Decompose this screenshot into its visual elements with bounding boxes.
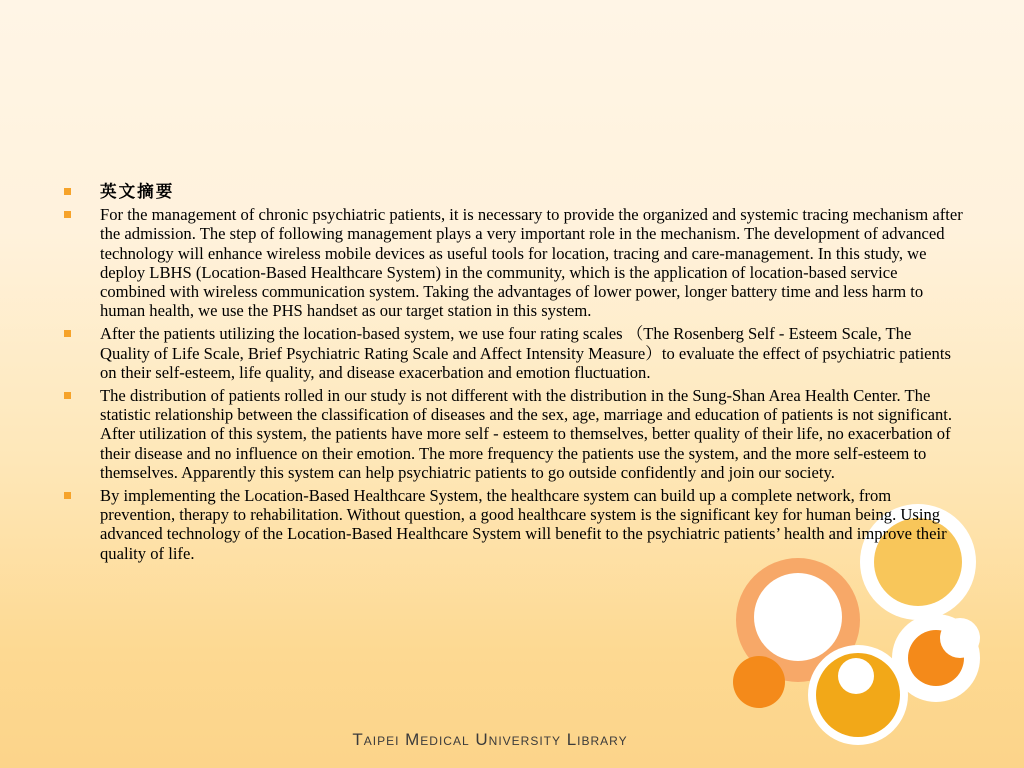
bullet-paragraph [64, 324, 964, 382]
circle-bottom-white-inner [838, 658, 874, 694]
bullet-heading [64, 182, 964, 201]
footer-text: Taipei Medical University Library [352, 730, 628, 749]
footer-library-name [0, 730, 1024, 750]
bullet-paragraph [64, 386, 964, 482]
heading-text: 英文摘要 [100, 181, 175, 201]
bullet-paragraph [64, 486, 964, 563]
paragraph-text: By implementing the Location-Based Healthcare System, the healthcare system can build up a complete network, from prevention, therapy to rehabilitation. Without question, a good healthcare system is the significant key for human being. Using advanced technology of the Location-Based Healthcare System will benefit to the psychiatric patients’ health and improve their quality of life. [100, 486, 947, 563]
paragraph-text: After the patients utilizing the location-based system, we use four rating scales （The Rosenberg Self - Esteem Scale, The Quality of Life Scale, Brief Psychiatric Rating Scale and Affect Intensity Measure）to evaluate the effect of psychiatric patients on their self-esteem, life quality, and disease exacerbation and emotion fluctuation. [100, 324, 951, 382]
bullet-square-icon [64, 330, 71, 337]
circle-orange-small [733, 656, 785, 708]
bullet-paragraph [64, 205, 964, 320]
bullet-square-icon [64, 392, 71, 399]
paragraph-text: For the management of chronic psychiatric patients, it is necessary to provide the organized and systemic tracing mechanism after the admission. The step of following management plays a very important role in the mechanism. The development of advanced technology will enhance wireless mobile devices as useful tools for location, tracing and care-management. In this study, we deploy LBHS (Location-Based Healthcare System) in the community, which is the application of location-based service combined with wireless communication system. Taking the advantages of lower power, longer battery time and less harm to human health, we use the PHS handset as our target station in this system. [100, 205, 963, 321]
slide-content [64, 182, 964, 567]
bullet-list [64, 182, 964, 563]
paragraph-text: The distribution of patients rolled in our study is not different with the distribution in the Sung-Shan Area Health Center. The statistic relationship between the classification of diseases and the sex, age, marriage and education of patients is not significant. After utilization of this system, the patients have more self - esteem to themselves, better quality of their life, no exacerbation of their disease and no influence on their emotion. The more frequency the patients use the system, and the more self-esteem to themselves. Apparently this system can help psychiatric patients to go outside confidently and join our society. [100, 386, 953, 482]
circle-peach-inner [754, 573, 842, 661]
circle-small-white [940, 618, 980, 658]
bullet-square-icon [64, 188, 71, 195]
bullet-square-icon [64, 492, 71, 499]
bullet-square-icon [64, 211, 71, 218]
